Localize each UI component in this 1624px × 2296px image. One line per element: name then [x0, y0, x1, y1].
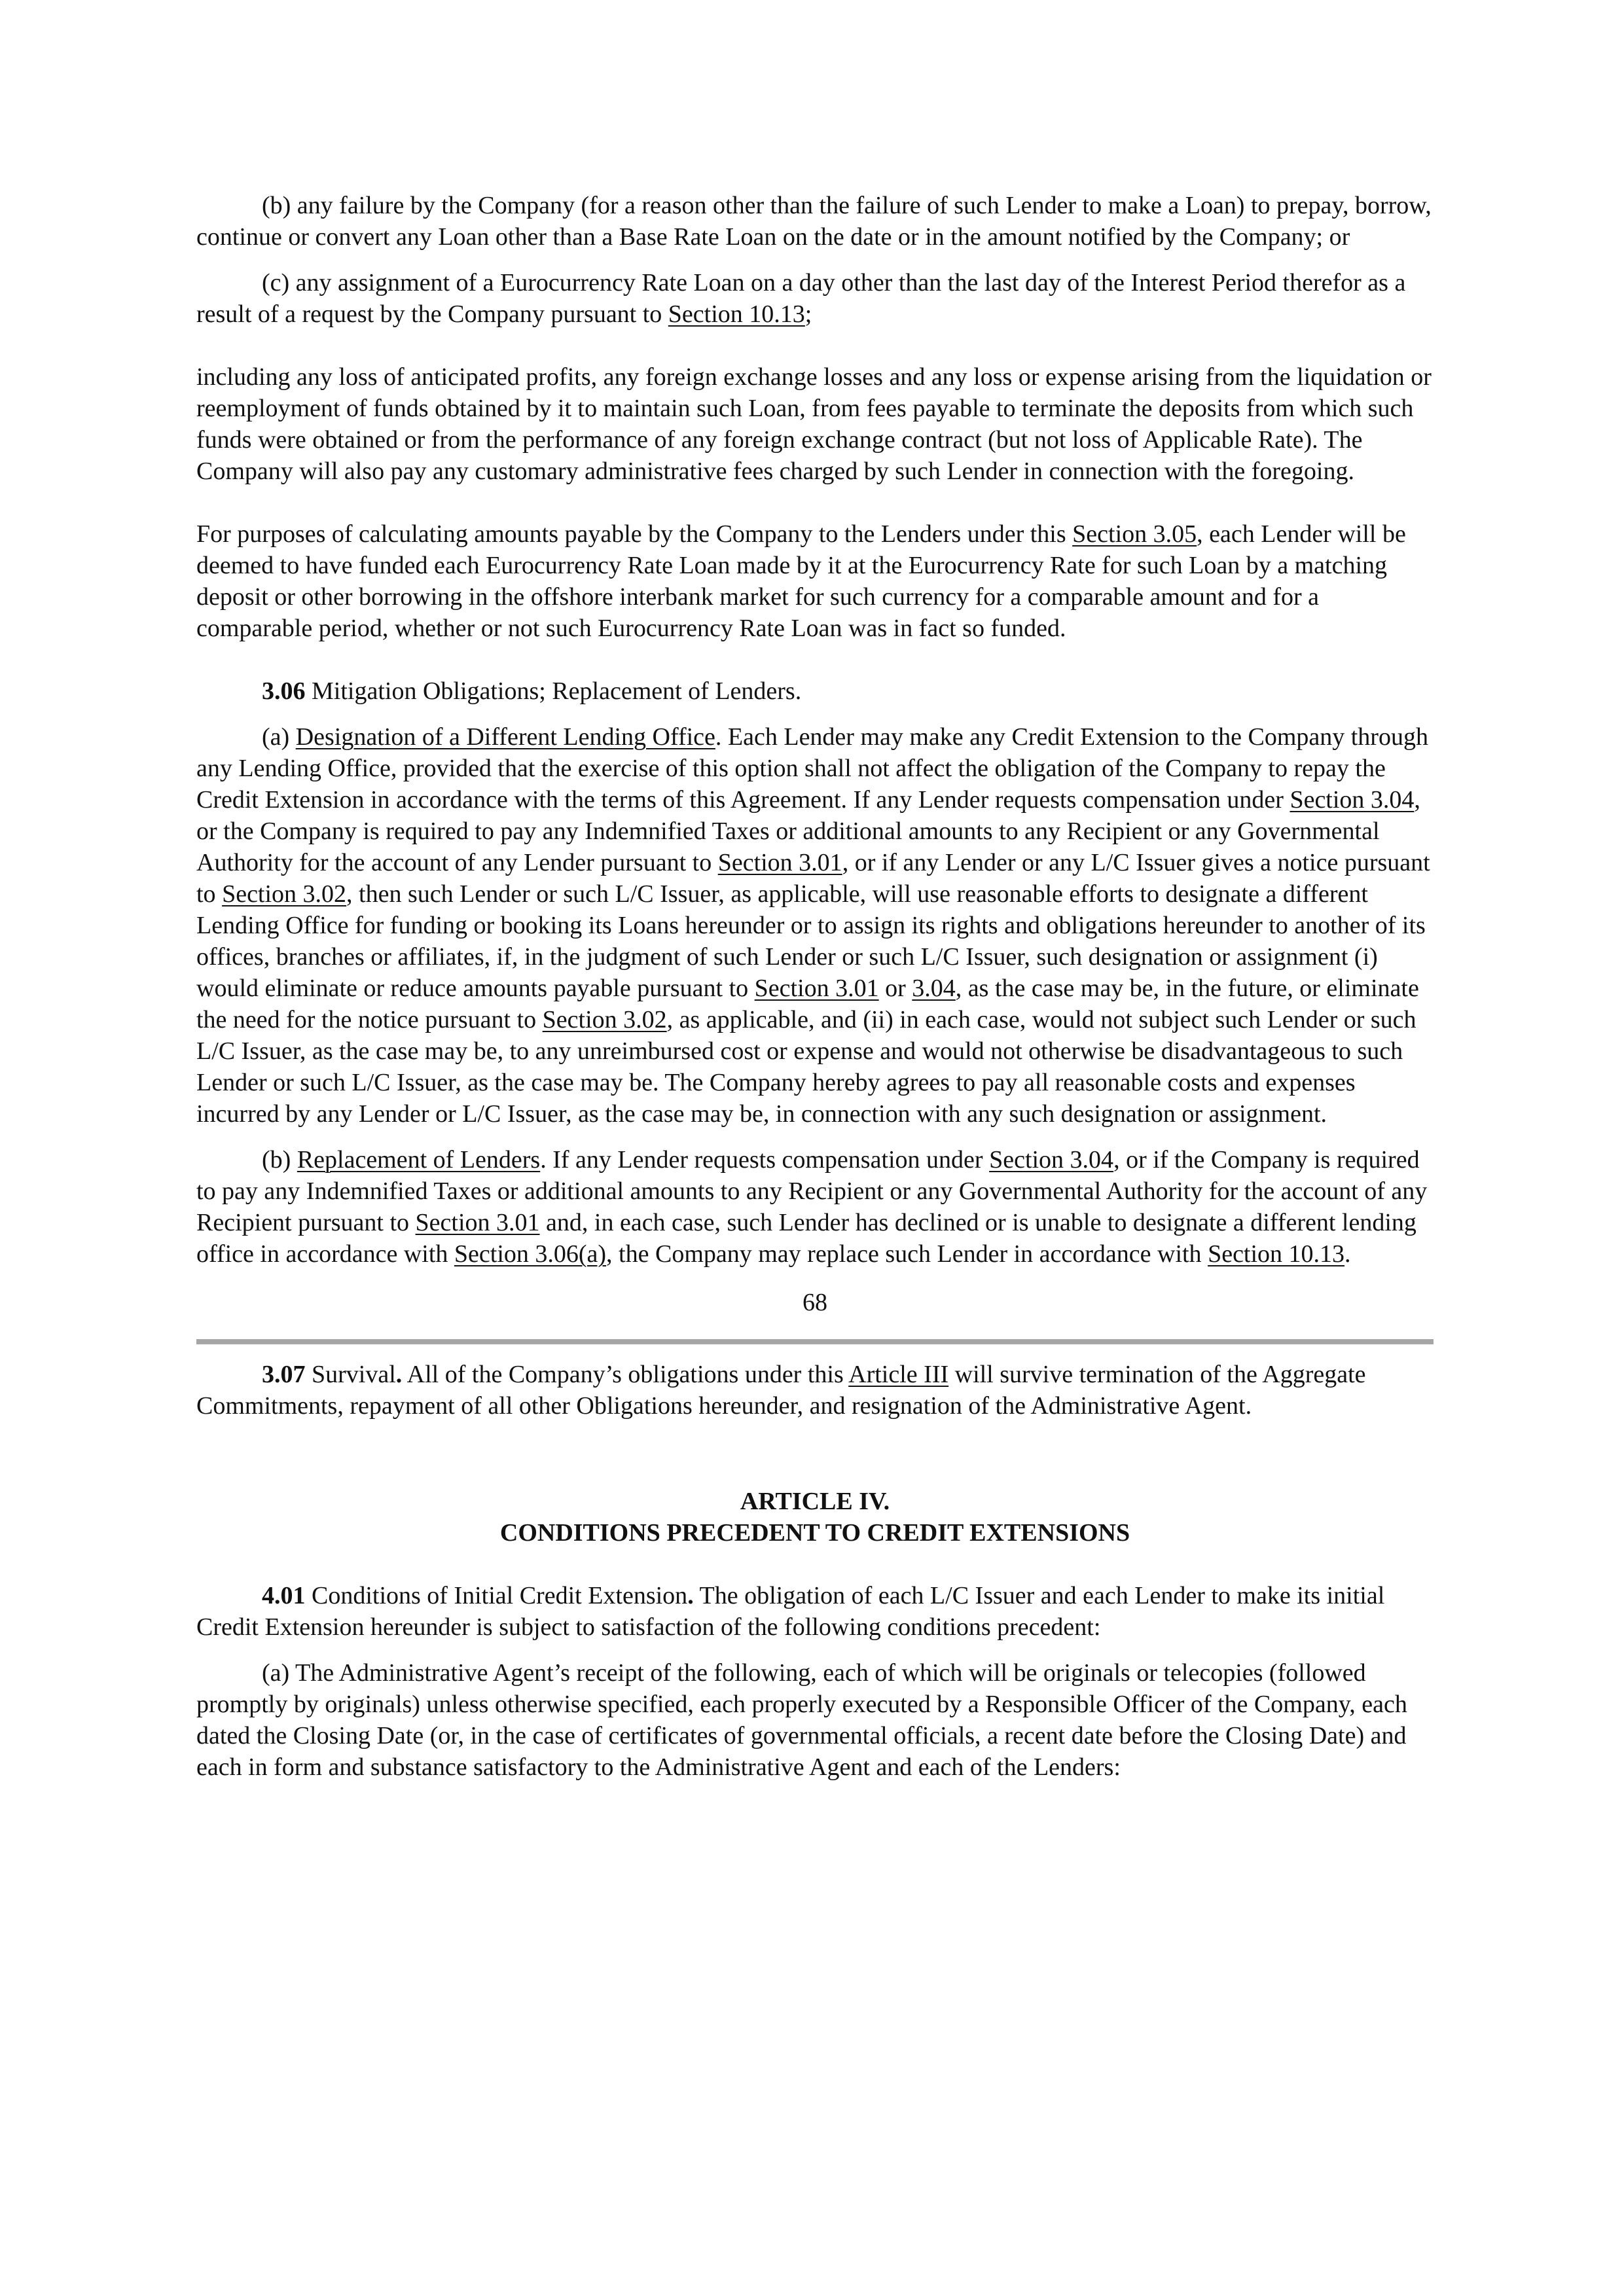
section-3-04-link[interactable]: 3.04 [912, 975, 956, 1002]
section-4-01-dot: . [687, 1582, 694, 1609]
section-3-06-title: Mitigation Obligations; Replacement of Lenders. [305, 677, 802, 705]
clause-3-06-a-heading: Designation of a Different Lending Office [295, 723, 715, 751]
clause-3-06-a-text-1: . Each Lender may make any Credit Extension to the Company through any Lending Office, provided that the exercise of this option shall not affect the obligation of the Company to repay the Credit Extension in accordance with the terms of this Agreement. If any Lender requests compensation under [196, 723, 1428, 814]
section-3-01-link[interactable]: Section 3.01 [717, 849, 842, 876]
section-3-06a-link[interactable]: Section 3.06(a) [454, 1240, 607, 1268]
clause-3-06-b-text-4: , the Company may replace such Lender in accordance with [606, 1240, 1208, 1268]
clause-3-06-b [196, 1144, 1434, 1270]
section-3-02-link[interactable]: Section 3.02 [222, 880, 347, 908]
section-4-01-number: 4.01 [262, 1582, 306, 1609]
clause-3-06-a-text-3: , or if any Lender or any L/C Issuer gives a notice pursuant to [196, 849, 1430, 908]
section-3-05-link[interactable]: Section 3.05 [1072, 520, 1197, 548]
section-3-07-dot: . [395, 1361, 403, 1388]
clause-3-06-b-text-3: and, in each case, such Lender has declined or is unable to designate a different lending office in accordance with [196, 1209, 1416, 1268]
including-paragraph [196, 361, 1434, 487]
clause-3-05-b [196, 190, 1434, 253]
clause-3-05-b-text: (b) any failure by the Company (for a reason other than the failure of such Lender to make a Loan) to prepay, borrow, continue or convert any Loan other than a Base Rate Loan on the date or in the amount notified by the Company; or [196, 192, 1432, 251]
section-4-01 [196, 1580, 1434, 1643]
section-3-07 [196, 1359, 1434, 1422]
article-iii-link[interactable]: Article III [848, 1361, 949, 1388]
article-title: CONDITIONS PRECEDENT TO CREDIT EXTENSIONS [499, 1519, 1130, 1547]
page-break-divider [196, 1339, 1434, 1344]
section-3-07-number: 3.07 [262, 1361, 306, 1388]
section-4-01-text: The obligation of each L/C Issuer and each Lender to make its initial Credit Extension hereunder is subject to satisfaction of the following conditions precedent: [196, 1582, 1385, 1641]
clause-3-06-a-text-2: , or the Company is required to pay any Indemnified Taxes or additional amounts to any Recipient or any Governmental Authority for the account of any Lender pursuant to [196, 786, 1420, 876]
section-10-13-link[interactable]: Section 10.13 [1208, 1240, 1345, 1268]
purposes-paragraph [196, 518, 1434, 644]
section-3-07-title: Survival [305, 1361, 396, 1388]
document-page [196, 190, 1434, 1783]
section-3-07-text-1: All of the Company’s obligations under this [402, 1361, 849, 1388]
purposes-text-2: , each Lender will be deemed to have funded each Eurocurrency Rate Loan made by it at the Eurocurrency Rate for such Loan by a matching deposit or other borrowing in the offshore interbank market for such currency for a comparable amount and for a comparable period, whether or not such Eurocurrency Rate Loan was in fact so funded. [196, 520, 1406, 642]
section-3-06-heading [196, 675, 1434, 707]
page-number: 68 [803, 1289, 827, 1316]
clause-3-06-a-text-6: , as the case may be, in the future, or eliminate the need for the notice pursuant to [196, 975, 1419, 1033]
clause-3-06-b-heading: Replacement of Lenders [297, 1146, 541, 1174]
clause-3-06-a-text-5: or [878, 975, 912, 1002]
section-3-04-link[interactable]: Section 3.04 [1290, 786, 1415, 814]
section-3-01-link[interactable]: Section 3.01 [754, 975, 879, 1002]
clause-3-05-c-end: ; [804, 300, 812, 328]
section-4-01-title: Conditions of Initial Credit Extension [305, 1582, 688, 1609]
section-10-13-link[interactable]: Section 10.13 [668, 300, 805, 328]
clause-4-01-a [196, 1657, 1434, 1783]
purposes-text-1: For purposes of calculating amounts payable by the Company to the Lenders under this [196, 520, 1073, 548]
clause-3-06-b-lead: (b) [262, 1146, 297, 1174]
clause-3-06-a [196, 721, 1434, 1130]
clause-3-05-c [196, 267, 1434, 330]
clause-4-01-a-text: (a) The Administrative Agent’s receipt of the following, each of which will be originals or telecopies (followed promptly by originals) unless otherwise specified, each properly executed by a Responsible Officer of the Company, each dated the Closing Date (or, in the case of certificates of governmental officials, a recent date before the Closing Date) and each in form and substance satisfactory to the Administrative Agent and each of the Lenders: [196, 1659, 1407, 1781]
clause-3-06-a-text-4: , then such Lender or such L/C Issuer, as applicable, will use reasonable efforts to designate a different Lending Office for funding or booking its Loans hereunder or to assign its rights and obligations hereunder to another of its offices, branches or affiliates, if, in the judgment of such Lender or such L/C Issuer, such designation or assignment (i) would eliminate or reduce amounts payable pursuant to [196, 880, 1426, 1002]
including-paragraph-text: including any loss of anticipated profits, any foreign exchange losses and any loss or expense arising from the liquidation or reemployment of funds obtained by it to maintain such Loan, from fees payable to terminate the deposits from which such funds were obtained or from the performance of any foreign exchange contract (but not loss of Applicable Rate). The Company will also pay any customary administrative fees charged by such Lender in connection with the foregoing. [196, 363, 1432, 485]
section-3-04-link[interactable]: Section 3.04 [989, 1146, 1114, 1174]
section-3-06-number: 3.06 [262, 677, 306, 705]
clause-3-06-a-lead: (a) [262, 723, 296, 751]
section-3-02-link[interactable]: Section 3.02 [542, 1006, 667, 1033]
section-3-01-link[interactable]: Section 3.01 [415, 1209, 540, 1236]
clause-3-06-b-text-5: . [1344, 1240, 1351, 1268]
article-label: ARTICLE IV. [740, 1488, 890, 1515]
clause-3-06-a-text-7: , as applicable, and (ii) in each case, would not subject such Lender or such L/C Issuer, as the case may be, to any unreimbursed cost or expense and would not otherwise be disadvantageous to such Lender or such L/C Issuer, as the case may be. The Company hereby agrees to pay all reasonable costs and expenses incurred by any Lender or L/C Issuer, as the case may be, in connection with any such designation or assignment. [196, 1006, 1416, 1128]
clause-3-06-b-text-2: , or if the Company is required to pay any Indemnified Taxes or additional amounts to any Recipient or any Governmental Authority for the account of any Recipient pursuant to [196, 1146, 1428, 1236]
section-3-07-text-2: will survive termination of the Aggregate Commitments, repayment of all other Obligations hereunder, and resignation of the Administrative Agent. [196, 1361, 1366, 1420]
clause-3-05-c-text: (c) any assignment of a Eurocurrency Rate Loan on a day other than the last day of the Interest Period therefor as a result of a request by the Company pursuant to [196, 269, 1406, 328]
clause-3-06-b-text-1: . If any Lender requests compensation under [540, 1146, 990, 1174]
